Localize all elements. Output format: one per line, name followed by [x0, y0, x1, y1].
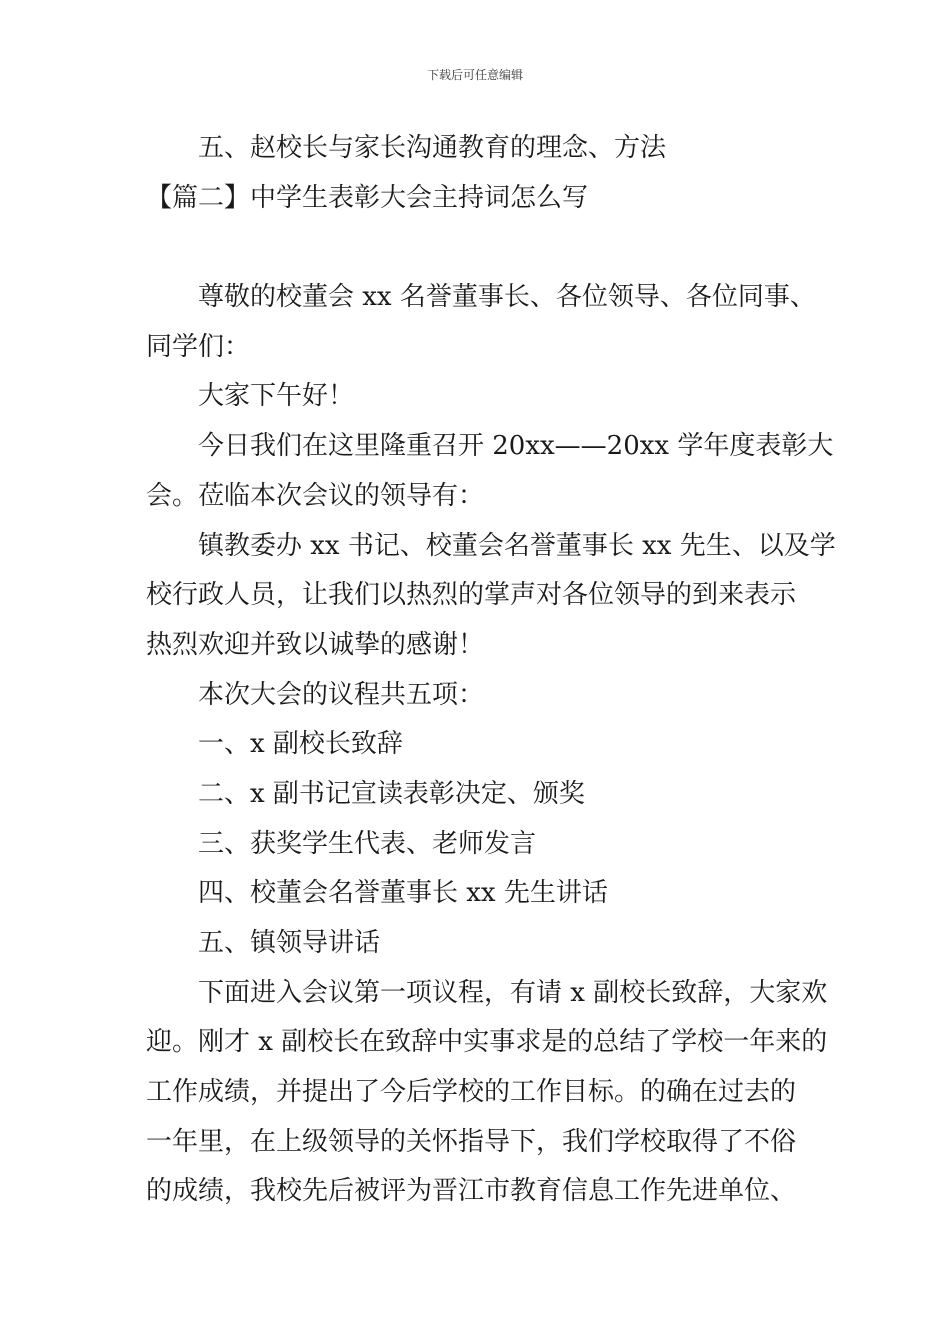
paragraph-line: 二、x 副书记宣读表彰决定、颁奖 — [198, 778, 585, 809]
paragraph-line: 本次大会的议程共五项： — [198, 679, 485, 710]
paragraph-line: 一年里，在上级领导的关怀指导下，我们学校取得了不俗 — [146, 1126, 797, 1157]
paragraph-line: 一、x 副校长致辞 — [198, 729, 403, 760]
paragraph-line: 同学们： — [146, 331, 251, 362]
paragraph-line: 的成绩，我校先后被评为晋江市教育信息工作先进单位、 — [146, 1176, 797, 1207]
paragraph-line: 下面进入会议第一项议程，有请 x 副校长致辞，大家欢 — [198, 977, 828, 1008]
paragraph-line: 镇教委办 xx 书记、校董会名誉董事长 xx 先生、以及学 — [198, 530, 836, 561]
paragraph-line: 迎。刚才 x 副校长在致辞中实事求是的总结了学校一年来的 — [146, 1027, 828, 1058]
paragraph-line: 四、校董会名誉董事长 xx 先生讲话 — [198, 878, 608, 909]
page-header: 下载后可任意编辑 — [426, 68, 523, 82]
document-body — [146, 124, 836, 1217]
paragraph-line: 大家下午好！ — [198, 381, 355, 412]
paragraph-line: 五、赵校长与家长沟通教育的理念、方法 — [198, 133, 667, 163]
paragraph-line: 校行政人员，让我们以热烈的掌声对各位领导的到来表示 — [146, 580, 797, 611]
paragraph-line: 今日我们在这里隆重召开 20xx——20xx 学年度表彰大 — [198, 431, 834, 462]
paragraph-line: 会。莅临本次会议的领导有： — [146, 480, 485, 511]
paragraph-line: 尊敬的校董会 xx 名誉董事长、各位领导、各位同事、 — [198, 282, 816, 313]
blank-line — [146, 223, 826, 273]
paragraph-line: 工作成绩，并提出了今后学校的工作目标。的确在过去的 — [146, 1077, 797, 1108]
paragraph-line: 【篇二】中学生表彰大会主持词怎么写 — [146, 182, 589, 213]
paragraph-line: 三、获奖学生代表、老师发言 — [198, 828, 537, 859]
paragraph-line: 热烈欢迎并致以诚挚的感谢！ — [146, 629, 485, 660]
paragraph-line: 五、镇领导讲话 — [198, 928, 381, 958]
